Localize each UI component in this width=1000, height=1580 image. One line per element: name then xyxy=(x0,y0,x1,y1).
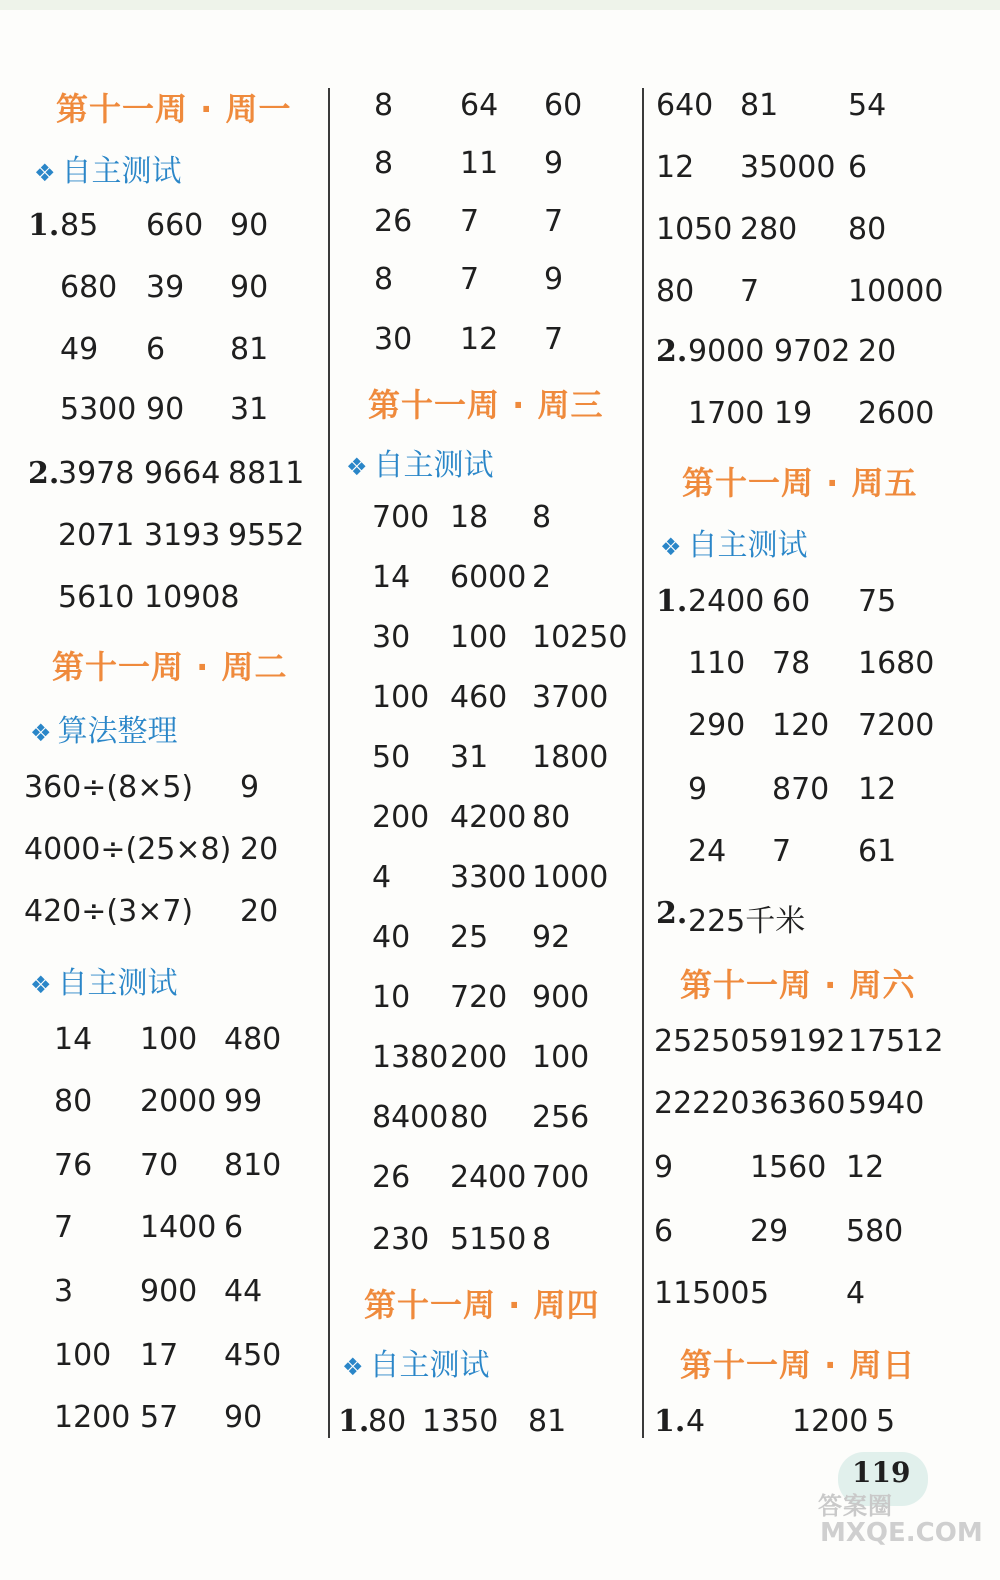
answer-cell: 100 xyxy=(532,1040,590,1075)
answer-cell: 810 xyxy=(224,1148,282,1183)
heading-week11-saturday: 第十一周 · 周六 xyxy=(680,966,916,1004)
answer-cell: 35000 xyxy=(740,150,836,185)
answer-cell: 10 xyxy=(372,980,411,1015)
answer-cell: 90 xyxy=(146,392,185,427)
answer-cell: 75 xyxy=(858,584,897,619)
answer-cell: 9 xyxy=(544,146,564,181)
result-value: 20 xyxy=(240,894,279,929)
answer-cell: 1050 xyxy=(656,212,733,247)
section-self-test-monday xyxy=(34,146,182,190)
section-label: 自主测试 xyxy=(61,154,182,189)
result-value: 9 xyxy=(240,770,260,805)
answer-cell: 18 xyxy=(450,500,489,535)
answer-cell: 31 xyxy=(450,740,489,775)
top-edge-strip xyxy=(0,0,1000,10)
question-number: 2. xyxy=(656,896,688,931)
expression: 360÷(8×5) xyxy=(24,770,194,805)
answer-cell: 5300 xyxy=(60,392,137,427)
answer-cell: 4 xyxy=(372,860,392,895)
answer-cell: 78 xyxy=(772,646,811,681)
answer-cell: 580 xyxy=(846,1214,904,1249)
answer-cell: 14 xyxy=(372,560,411,595)
answer-cell: 8 xyxy=(374,88,394,123)
answer-cell: 8400 xyxy=(372,1100,449,1135)
column-divider-2 xyxy=(642,88,644,1438)
answer-cell: 64 xyxy=(460,88,499,123)
section-self-test-wednesday xyxy=(346,440,494,484)
answer-cell: 3 xyxy=(54,1274,74,1309)
expression: 4000÷(25×8) xyxy=(24,832,232,867)
answer-cell: 10000 xyxy=(848,274,944,309)
answer-cell: 230 xyxy=(372,1222,430,1257)
answer-cell: 26 xyxy=(374,204,413,239)
answer-cell: 2000 xyxy=(140,1084,217,1119)
result-value: 20 xyxy=(240,832,279,867)
answer-cell: 3978 xyxy=(58,456,135,491)
answer-cell: 36360 xyxy=(750,1086,846,1121)
answer-cell: 44 xyxy=(224,1274,263,1309)
question-number: 2. xyxy=(28,456,60,491)
answer-cell: 450 xyxy=(224,1338,282,1373)
answer-cell: 480 xyxy=(224,1022,282,1057)
answer-cell: 1200 xyxy=(792,1404,869,1439)
answer-cell: 8 xyxy=(374,146,394,181)
answer-cell: 2071 xyxy=(58,518,135,553)
answer-cell: 76 xyxy=(54,1148,93,1183)
answer-cell: 7 xyxy=(460,262,480,297)
answer-cell: 90 xyxy=(224,1400,263,1435)
answer-cell: 80 xyxy=(54,1084,93,1119)
answer-cell: 460 xyxy=(450,680,508,715)
answer-cell: 7 xyxy=(740,274,760,309)
answer-cell: 6 xyxy=(654,1214,674,1249)
answer-cell: 1380 xyxy=(372,1040,449,1075)
section-self-test-tuesday xyxy=(30,958,178,1002)
answer-cell: 25250 xyxy=(654,1024,750,1059)
answer-cell: 256 xyxy=(532,1100,590,1135)
answer-cell: 290 xyxy=(688,708,746,743)
question-number: 1. xyxy=(656,584,688,619)
answer-cell: 30 xyxy=(374,322,413,357)
section-label: 自主测试 xyxy=(369,1348,490,1383)
answer-cell: 90 xyxy=(230,208,269,243)
answer-cell: 280 xyxy=(740,212,798,247)
answer-cell: 200 xyxy=(450,1040,508,1075)
answer-cell: 12 xyxy=(846,1150,885,1185)
answer-cell: 900 xyxy=(532,980,590,1015)
heading-week11-monday: 第十一周 · 周一 xyxy=(56,90,292,128)
section-label: 自主测试 xyxy=(57,966,178,1001)
heading-week11-sunday: 第十一周 · 周日 xyxy=(680,1346,916,1384)
answer-cell: 640 xyxy=(656,88,714,123)
answer-cell: 7200 xyxy=(858,708,935,743)
answer-cell: 99 xyxy=(224,1084,263,1119)
answer-cell: 70 xyxy=(140,1148,179,1183)
diamond-cluster-icon: ❖ xyxy=(30,719,52,747)
answer-cell: 660 xyxy=(146,208,204,243)
answer-cell: 1560 xyxy=(750,1150,827,1185)
answer-cell: 9702 xyxy=(774,334,851,369)
answer-cell: 22220 xyxy=(654,1086,750,1121)
answer-cell: 6 xyxy=(848,150,868,185)
answer-cell: 61 xyxy=(858,834,897,869)
answer-cell: 8 xyxy=(532,1222,552,1257)
answer-cell: 7 xyxy=(54,1210,74,1245)
answer-cell: 54 xyxy=(848,88,887,123)
answer-cell: 1680 xyxy=(858,646,935,681)
answer-cell: 40 xyxy=(372,920,411,955)
answer-cell: 870 xyxy=(772,772,830,807)
section-algorithm-summary xyxy=(30,706,178,750)
answer-cell: 29 xyxy=(750,1214,789,1249)
answer-cell: 20 xyxy=(858,334,897,369)
answer-cell: 9552 xyxy=(228,518,305,553)
answer-cell: 680 xyxy=(60,270,118,305)
section-self-test-friday xyxy=(660,520,808,564)
answer-cell: 12 xyxy=(656,150,695,185)
answer-cell: 8 xyxy=(532,500,552,535)
answer-cell: 700 xyxy=(532,1160,590,1195)
answer-cell: 100 xyxy=(372,680,430,715)
answer-cell: 25 xyxy=(450,920,489,955)
answer-cell: 11 xyxy=(460,146,499,181)
answer-cell: 5 xyxy=(876,1404,896,1439)
answer-cell: 110 xyxy=(688,646,746,681)
answer-cell: 81 xyxy=(528,1404,567,1439)
question-number: 1. xyxy=(338,1404,370,1439)
answer-cell: 80 xyxy=(450,1100,489,1135)
answer-cell: 5610 xyxy=(58,580,135,615)
answer-cell: 7 xyxy=(544,322,564,357)
answer-cell: 81 xyxy=(230,332,269,367)
answer-cell: 900 xyxy=(140,1274,198,1309)
answer-cell: 5940 xyxy=(848,1086,925,1121)
answer-cell: 17512 xyxy=(848,1024,944,1059)
answer-cell: 12 xyxy=(858,772,897,807)
answer-cell: 5150 xyxy=(450,1222,527,1257)
question-number: 2. xyxy=(656,334,688,369)
answer-cell: 1350 xyxy=(422,1404,499,1439)
answer-cell: 8811 xyxy=(228,456,305,491)
answer-cell: 120 xyxy=(772,708,830,743)
answer-cell: 100 xyxy=(450,620,508,655)
answer-cell: 80 xyxy=(532,800,571,835)
watermark-url: MXQE.COM xyxy=(820,1518,983,1548)
answer-cell: 17 xyxy=(140,1338,179,1373)
answer-cell: 85 xyxy=(60,208,99,243)
answer-cell: 9 xyxy=(544,262,564,297)
answer-cell: 6 xyxy=(146,332,166,367)
answer-cell: 720 xyxy=(450,980,508,1015)
heading-week11-wednesday: 第十一周 · 周三 xyxy=(368,386,604,424)
diamond-cluster-icon: ❖ xyxy=(346,453,368,481)
answer-cell: 200 xyxy=(372,800,430,835)
answer-cell: 1800 xyxy=(532,740,609,775)
question-number: 1. xyxy=(28,208,60,243)
diamond-cluster-icon: ❖ xyxy=(342,1353,364,1381)
answer-cell: 10908 xyxy=(144,580,240,615)
question-number: 1. xyxy=(654,1404,686,1439)
answer-cell: 3700 xyxy=(532,680,609,715)
answer-cell: 3193 xyxy=(144,518,221,553)
answer-cell: 7 xyxy=(544,204,564,239)
watermark-logo: 答案圈 xyxy=(818,1492,893,1520)
answer-cell: 700 xyxy=(372,500,430,535)
page-number: 119 xyxy=(852,1456,911,1489)
answer-cell: 2400 xyxy=(450,1160,527,1195)
expression: 420÷(3×7) xyxy=(24,894,194,929)
answer-cell: 10250 xyxy=(532,620,628,655)
answer-cell: 100 xyxy=(140,1022,198,1057)
answer-cell: 80 xyxy=(848,212,887,247)
answer-cell: 9 xyxy=(654,1150,674,1185)
answer-cell: 57 xyxy=(140,1400,179,1435)
answer-cell: 19 xyxy=(774,396,813,431)
diamond-cluster-icon: ❖ xyxy=(660,533,682,561)
answer-cell: 2600 xyxy=(858,396,935,431)
section-label: 自主测试 xyxy=(687,528,808,563)
answer-cell: 3300 xyxy=(450,860,527,895)
answer-cell: 50 xyxy=(372,740,411,775)
column-divider-1 xyxy=(328,88,330,1438)
diamond-cluster-icon: ❖ xyxy=(34,159,56,187)
answer-cell: 12 xyxy=(460,322,499,357)
answer-cell: 1000 xyxy=(532,860,609,895)
answer-cell: 80 xyxy=(656,274,695,309)
answer-cell: 1400 xyxy=(140,1210,217,1245)
answer-cell: 60 xyxy=(544,88,583,123)
answer-cell: 2400 xyxy=(688,584,765,619)
answer-cell: 2 xyxy=(532,560,552,595)
answer-cell: 24 xyxy=(688,834,727,869)
section-label: 自主测试 xyxy=(373,448,494,483)
answer-cell: 9 xyxy=(688,772,708,807)
answer-cell: 26 xyxy=(372,1160,411,1195)
answer-cell: 49 xyxy=(60,332,99,367)
diamond-cluster-icon: ❖ xyxy=(30,971,52,999)
answer-cell: 7 xyxy=(772,834,792,869)
answer-cell: 4 xyxy=(846,1276,866,1311)
answer-cell: 8 xyxy=(374,262,394,297)
answer-cell: 80 xyxy=(368,1404,407,1439)
answer-cell: 31 xyxy=(230,392,269,427)
answer-cell: 60 xyxy=(772,584,811,619)
answer-cell: 1700 xyxy=(688,396,765,431)
heading-week11-tuesday: 第十一周 · 周二 xyxy=(52,648,288,686)
heading-week11-friday: 第十一周 · 周五 xyxy=(682,464,918,502)
answer-cell: 100 xyxy=(54,1338,112,1373)
heading-week11-thursday: 第十一周 · 周四 xyxy=(364,1286,600,1324)
answer-cell: 39 xyxy=(146,270,185,305)
answer-cell: 14 xyxy=(54,1022,93,1057)
answer-cell: 11500 xyxy=(654,1276,750,1311)
answer-cell: 92 xyxy=(532,920,571,955)
answer-cell: 6000 xyxy=(450,560,527,595)
answer-cell: 225千米 xyxy=(688,904,806,939)
answer-cell: 30 xyxy=(372,620,411,655)
answer-cell: 59192 xyxy=(750,1024,846,1059)
answer-cell: 7 xyxy=(460,204,480,239)
answer-cell: 9664 xyxy=(144,456,221,491)
answer-cell: 81 xyxy=(740,88,779,123)
answer-cell: 5 xyxy=(750,1276,770,1311)
section-self-test-thursday xyxy=(342,1340,490,1384)
answer-cell: 9000 xyxy=(688,334,765,369)
answer-cell: 4 xyxy=(686,1404,706,1439)
answer-cell: 90 xyxy=(230,270,269,305)
answer-cell: 6 xyxy=(224,1210,244,1245)
section-label: 算法整理 xyxy=(57,714,178,749)
answer-cell: 4200 xyxy=(450,800,527,835)
answer-cell: 1200 xyxy=(54,1400,131,1435)
